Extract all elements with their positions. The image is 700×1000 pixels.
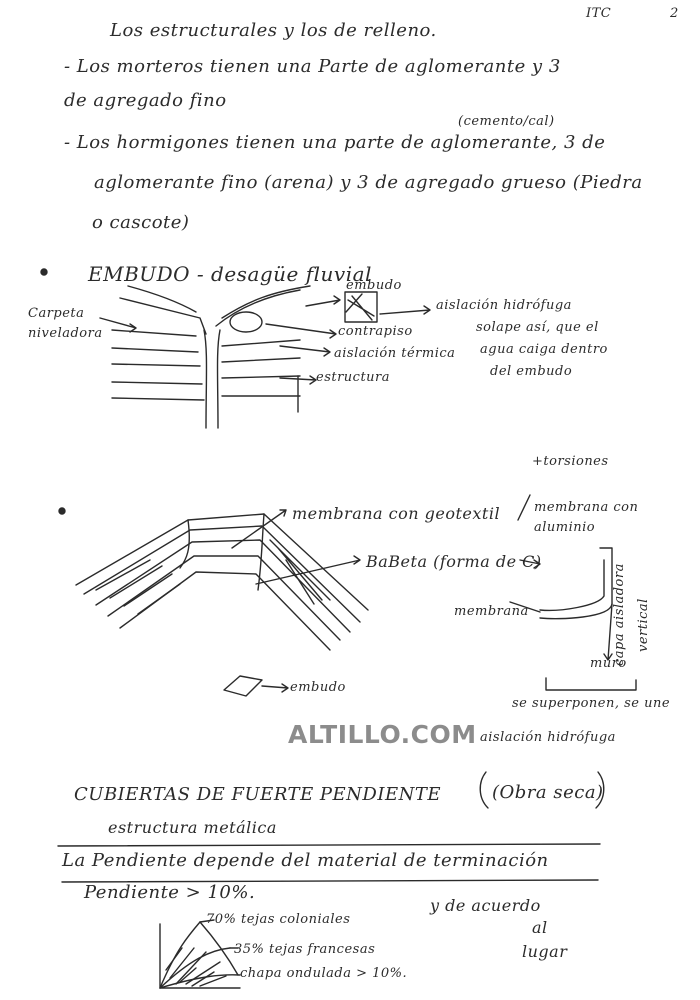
babeta-label: BaBeta (forma de C) [366, 552, 542, 571]
capa-vertical-label: vertical [636, 598, 651, 652]
slope-item-1: 70% tejas coloniales [206, 912, 351, 927]
babeta-embudo-label: embudo [290, 680, 346, 695]
contrapiso-label: contrapiso [338, 324, 413, 339]
intro-line-1: Los estructurales y los de relleno. [110, 20, 437, 41]
membrana-label: membrana [454, 604, 529, 619]
intro-line-3: de agregado fino [64, 90, 227, 111]
membrana-aluminio-label: membrana con aluminio [534, 500, 639, 535]
watermark: ALTILLO.COM [288, 720, 477, 749]
membrana-geotextil-label: membrana con geotextil [292, 504, 501, 523]
intro-note-above: (cemento/cal) [458, 114, 555, 129]
babeta-aislacion-label: aislación hidrófuga [480, 730, 616, 745]
cubiertas-subtitle: estructura metálica [108, 818, 277, 837]
side-note-1: y de acuerdo [430, 896, 541, 915]
page-number: 2 [670, 6, 679, 21]
side-note-2: al [532, 918, 548, 937]
solape-line-3: del embudo [490, 364, 573, 379]
slope-item-2: 35% tejas francesas [234, 942, 376, 957]
cubiertas-title: CUBIERTAS DE FUERTE PENDIENTE [74, 784, 442, 805]
solape-line-1: solape así, que el [476, 320, 599, 335]
estructura-label: estructura [316, 370, 391, 385]
intro-line-4: - Los hormigones tienen una parte de aglomerante, 3 de [64, 132, 606, 153]
pendiente-rule: La Pendiente depende del material de terminación [62, 850, 549, 871]
solape-line-2: agua caiga dentro [480, 342, 608, 357]
superponen-label: se superponen, se une [512, 696, 671, 711]
embudo-title: EMBUDO - desagüe fluvial [88, 262, 372, 286]
slope-diagram [160, 920, 240, 988]
cubiertas-title-paren: (Obra seca) [492, 782, 604, 803]
side-note-3: lugar [522, 942, 568, 961]
pendiente-value: Pendiente > 10%. [84, 882, 256, 903]
muro-label: muro [590, 656, 627, 671]
torsiones-label: +torsiones [532, 454, 609, 469]
intro-line-2: - Los morteros tienen una Parte de aglomerante y 3 [64, 56, 561, 77]
embudo-small-label: embudo [346, 278, 402, 293]
slope-item-3: chapa ondulada > 10%. [240, 966, 408, 981]
aislacion-termica-label: aislación térmica [334, 346, 456, 361]
header-code: ITC [586, 6, 612, 21]
carpeta-label: Carpeta niveladora [28, 306, 103, 341]
capa-aisladora-label: capa aisladora [612, 563, 627, 666]
intro-line-5: aglomerante fino (arena) y 3 de agregado grueso (Piedra [94, 172, 643, 193]
aislacion-label: aislación hidrófuga [436, 298, 572, 313]
intro-line-6: o cascote) [92, 212, 190, 233]
